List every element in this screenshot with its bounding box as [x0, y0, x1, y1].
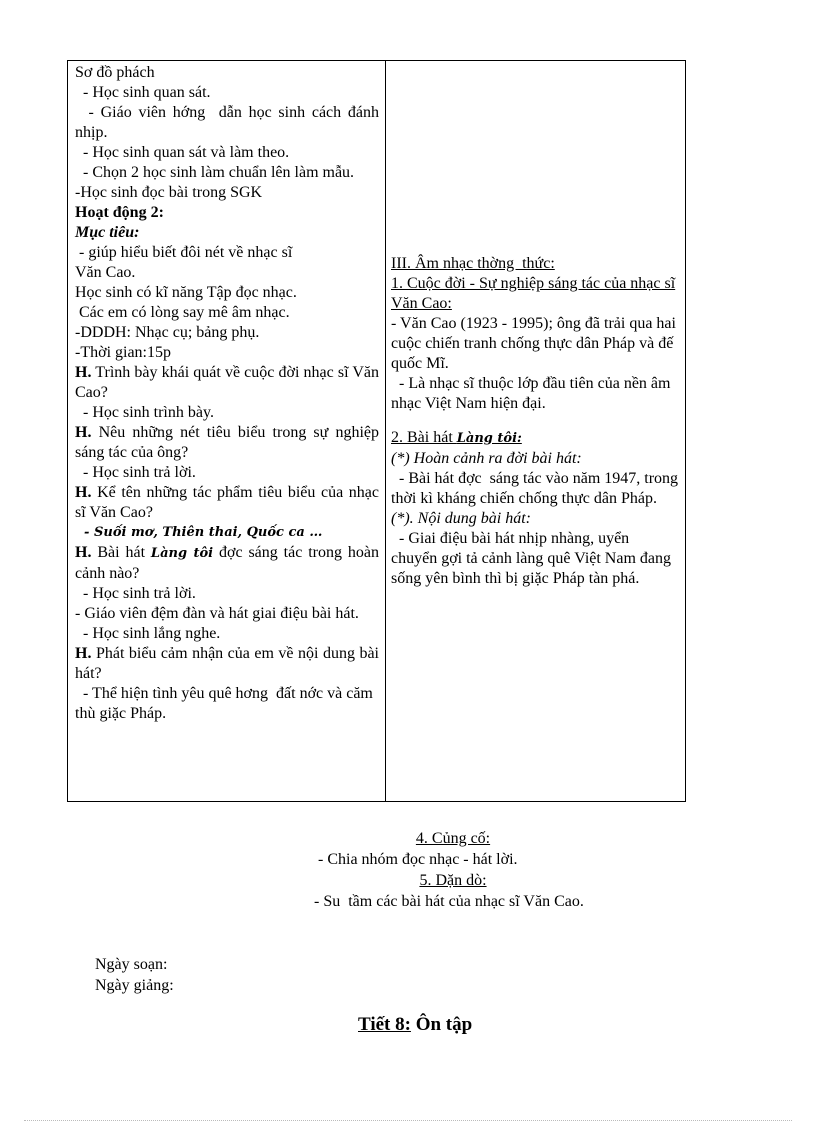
song-title: Làng tôi: — [456, 431, 522, 446]
subsection-heading: 1. Cuộc đời - Sự nghiệp sáng tác của nhạc sĩ Văn Cao: — [391, 275, 676, 312]
text-line: -Thời gian:15p — [75, 344, 171, 361]
question-marker: H. — [75, 484, 92, 501]
question — [75, 423, 379, 463]
consolidation-item: - Chia nhóm đọc nhạc - hát lời. — [318, 851, 518, 868]
text-line: - Giáo viên hớng dẫn học sinh cách đánh nhịp. — [75, 104, 384, 141]
activity-heading: Hoạt động 2: — [75, 204, 164, 221]
text-line: - Học sinh lắng nghe. — [75, 625, 221, 642]
question-marker: H. — [75, 364, 92, 381]
question-text: Nêu những nét tiêu biểu trong sự nghiệp sáng tác của ông? — [75, 424, 379, 461]
objective-heading: Mục tiêu: — [75, 224, 140, 241]
text-line: Học sinh có kĩ năng Tập đọc nhạc. — [75, 284, 297, 301]
question — [75, 543, 379, 584]
paragraph: - Bài hát đợc sáng tác vào năm 1947, trong thời kì kháng chiến chống thực dân Pháp. — [391, 470, 683, 507]
subheading: (*). Nội dung bài hát: — [391, 510, 531, 527]
spacer — [391, 414, 679, 428]
text-line: - Học sinh trả lời. — [75, 464, 196, 481]
question-marker: H. — [75, 645, 92, 662]
text-line: - Học sinh trình bày. — [75, 404, 214, 421]
teach-date-label: Ngày giảng: — [95, 977, 174, 994]
section-heading: III. Âm nhạc thờng thức: — [391, 255, 555, 272]
question — [75, 363, 379, 403]
text-line: -DDDH: Nhạc cụ; bảng phụ. — [75, 324, 260, 341]
paragraph: - Văn Cao (1923 - 1995); ông đã trải qua hai cuộc chiến tranh chống thực dân Pháp và đế quốc Mĩ. — [391, 315, 676, 372]
homework-heading: 5. Dặn dò: — [419, 872, 487, 889]
subsection-heading — [391, 428, 679, 449]
teacher-activity-column — [68, 61, 386, 802]
question-text: Bài hát — [91, 544, 151, 561]
subheading: (*) Hoàn cảnh ra đời bài hát: — [391, 450, 582, 467]
homework-item: - Su tầm các bài hát của nhạc sĩ Văn Cao. — [314, 893, 584, 910]
text-line: -Học sinh đọc bài trong SGK — [75, 184, 263, 201]
question — [75, 483, 379, 523]
text-line: Sơ đồ phách — [75, 64, 155, 81]
text-line: - Học sinh quan sát và làm theo. — [75, 144, 290, 161]
song-title: Làng tôi — [150, 546, 214, 561]
question-marker: H. — [75, 544, 92, 561]
text-line: - Giáo viên đệm đàn và hát giai điệu bài hát. — [75, 605, 359, 622]
question-text: Phát biểu cảm nhận của em về nội dung bài hát? — [75, 645, 379, 682]
dates-block — [95, 954, 174, 996]
page-bottom-divider — [24, 1120, 792, 1121]
subsection-prefix: 2. Bài hát — [391, 429, 457, 446]
question-marker: H. — [75, 424, 92, 441]
text-line: - Thể hiện tình yêu quê hơng đất nớc và căm thù giặc Pháp. — [75, 685, 377, 722]
paragraph: - Giai điệu bài hát nhịp nhàng, uyển chuyển gợi tả cảnh làng quê Việt Nam đang sống yên bình thì bị giặc Pháp tàn phá. — [391, 530, 676, 587]
consolidation-heading: 4. Củng cố: — [415, 830, 491, 847]
question — [75, 644, 379, 684]
works-list: - Suối mơ, Thiên thai, Quốc ca … — [75, 525, 323, 540]
next-lesson-title — [358, 1014, 472, 1036]
question-text: Kể tên những tác phẩm tiêu biểu của nhạc sĩ Văn Cao? — [75, 484, 379, 521]
text-line: - Học sinh trả lời. — [75, 585, 196, 602]
lesson-number: Tiết 8: — [358, 1014, 411, 1035]
lesson-name: Ôn tập — [410, 1014, 473, 1035]
text-line: - Chọn 2 học sinh làm chuẩn lên làm mẫu. — [75, 164, 355, 181]
text-line: Các em có lòng say mê âm nhạc. — [75, 304, 290, 321]
question-text: Trình bày khái quát về cuộc đời nhạc sĩ Văn Cao? — [75, 364, 379, 401]
text-line: - giúp hiểu biết đôi nét về nhạc sĩ Văn Cao. — [75, 244, 296, 281]
paragraph: - Là nhạc sĩ thuộc lớp đầu tiên của nền âm nhạc Việt Nam hiện đại. — [391, 375, 675, 412]
question-text: đợc sáng tác trong hoàn cảnh nào? — [75, 544, 379, 582]
prep-date-label: Ngày soạn: — [95, 956, 168, 973]
content-column — [386, 61, 686, 802]
lesson-table — [67, 60, 686, 802]
text-line: - Học sinh quan sát. — [75, 84, 211, 101]
consolidation-section — [0, 828, 816, 912]
